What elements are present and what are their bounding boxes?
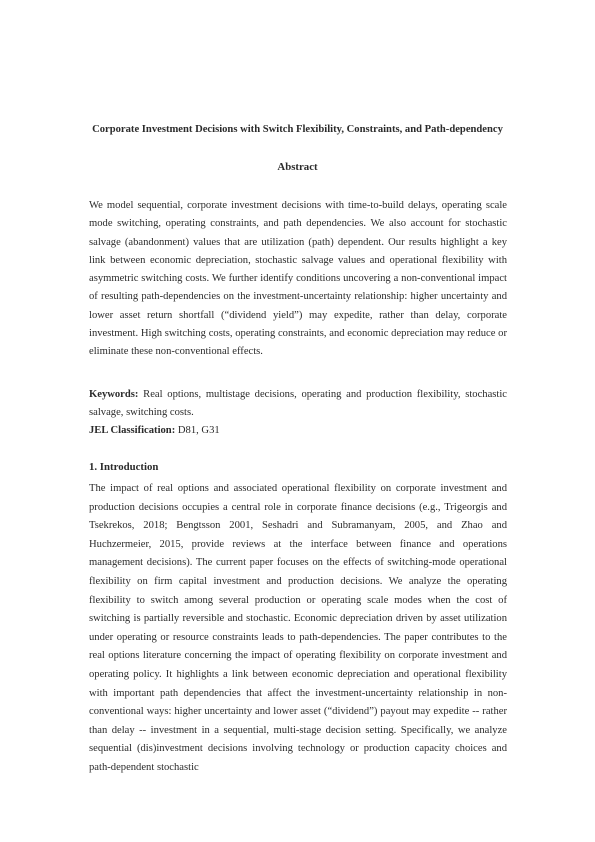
- paper-title: Corporate Investment Decisions with Switch Flexibility, Constraints, and Path-dependency: [92, 124, 503, 135]
- abstract-heading: Abstract: [277, 161, 318, 173]
- jel-text: D81, G31: [175, 425, 220, 436]
- keywords-text: Real options, multistage decisions, operating and production flexibility, stochastic salvage, switching costs.: [89, 389, 507, 419]
- keywords-line: [89, 386, 507, 423]
- jel-label: JEL Classification:: [89, 425, 176, 436]
- jel-line: [89, 422, 507, 440]
- keywords-label: Keywords:: [89, 389, 139, 400]
- introduction-heading: 1. Introduction: [89, 461, 159, 473]
- abstract-text: We model sequential, corporate investment decisions with time-to-build delays, operating scale mode switching, operating constraints, and path dependencies. We also account for stochastic salvage (abandonment) values that are utilization (path) dependent. Our results highlight a key link between economic depreciation, stochastic salvage values and operational flexibility with asymmetric switching costs. We further identify conditions uncovering a non-conventional impact of resulting path-dependencies on the investment-uncertainty relationship: higher uncertainty and lower asset return shortfall (“dividend yield”) may expedite, rather than delay, corporate investment. High switching costs, operating constraints, and economic depreciation may reduce or eliminate these non-conventional effects.: [89, 200, 507, 358]
- introduction-text: The impact of real options and associated operational flexibility on corporate investment and production decisions occupies a central role in corporate finance decisions (e.g., Trigeorgis and Tsekrekos, 2018; Bengtsson 2001, Seshadri and Subramanyam, 2005, and Zhao and Huchzermeier, 2015, provide reviews at the interface between finance and operations management decisions). The current paper focuses on the effects of switching-mode operational flexibility on firm capital investment and production decisions. We analyze the operating flexibility to switch among several production or operating scale modes when the cost of switching is partially reversible and stochastic. Economic depreciation driven by asset utilization under operating or resource constraints leads to path-dependencies. The paper contributes to the real options literature concerning the impact of operating flexibility on corporate investment and operating policy. It highlights a link between economic depreciation and operational flexibility with important path dependencies that affect the investment-uncertainty relationship in non-conventional ways: higher uncertainty and lower asset (“dividend”) payout may expedite -- rather than delay -- investment in a sequential, multi-stage decision setting. Specifically, we analyze sequential (dis)investment decisions involving technology or production capacity choices and path-dependent stochastic: [89, 483, 507, 773]
